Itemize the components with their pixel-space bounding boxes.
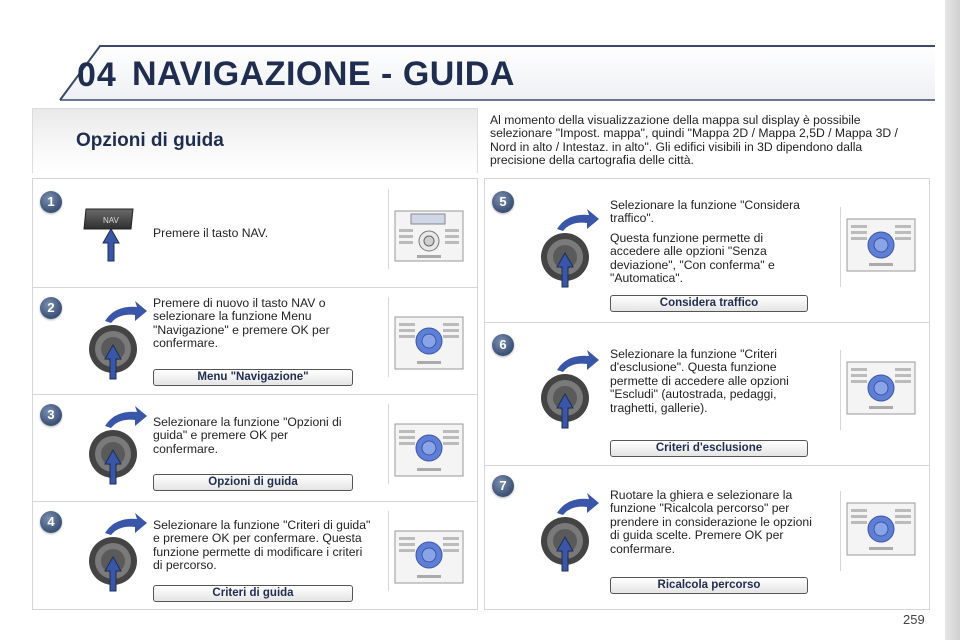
step-number-badge: 2 (40, 297, 62, 319)
step-text: Ruotare la ghiera e selezionare la funzione "Ricalcola percorso" per prendere in considerazione le opzioni di guida scelte. Premere OK per confermare. (610, 488, 812, 556)
step-text: Premere di nuovo il tasto NAV o selezionare la funzione Menu "Navigazione" e premere OK per confermare. (153, 296, 330, 351)
dashboard-thumbnail (388, 404, 467, 484)
rotary-knob-icon (85, 511, 149, 600)
step-3 (33, 394, 477, 502)
page-header (0, 0, 960, 110)
dashboard-thumbnail (840, 207, 919, 287)
chapter-title: NAVIGAZIONE - GUIDA (132, 55, 515, 93)
dashboard-thumbnail (388, 189, 467, 269)
step-text: Premere il tasto NAV. (153, 226, 269, 240)
section-title: Opzioni di guida (76, 130, 224, 151)
section-intro: Al momento della visualizzazione della mappa sul display è possibile selezionare "Impost. mappa", quindi "Mappa 2D / Mappa 2,5D / Mappa 3D / Nord in alto / Intestaz. in alto". Gli edifici visibili in 3D dipendono dalla precisione della cartografia delle città. (490, 113, 898, 168)
dashboard-thumbnail (388, 511, 467, 591)
step-text: Selezionare la funzione "Criteri d'esclusione". Questa funzione permette di accedere alle opzioni "Escludi" (autostrada, pedaggi, traghetti, gallerie). (610, 347, 789, 415)
dashboard-thumbnail (388, 297, 467, 377)
step-number-badge: 3 (40, 404, 62, 426)
step-1 (33, 179, 477, 288)
nav-button-icon (81, 207, 141, 268)
step-label-bar: Menu "Navigazione" (153, 369, 353, 386)
chapter-number: 04 (77, 56, 117, 94)
step-number-badge: 6 (492, 334, 514, 356)
step-7 (485, 465, 929, 609)
nav-key-label: NAV (103, 216, 119, 225)
step-6 (485, 322, 929, 466)
step-2 (33, 287, 477, 395)
steps-column-right (484, 178, 930, 610)
rotary-knob-icon (85, 299, 149, 388)
dashboard-thumbnail (840, 350, 919, 430)
page-edge-bar (945, 0, 960, 640)
step-text: Selezionare la funzione "Criteri di guida" e premere OK per confermare. Questa funzione permette di modificare i criteri di percorso. (153, 518, 371, 573)
step-label-bar: Considera traffico (610, 295, 808, 312)
rotary-knob-icon (537, 348, 601, 437)
step-label-bar: Ricalcola percorso (610, 577, 808, 594)
step-text: Selezionare la funzione "Opzioni di guida" e premere OK per confermare. (153, 415, 342, 456)
dashboard-thumbnail (840, 491, 919, 571)
step-label-bar: Criteri di guida (153, 585, 353, 602)
steps-column-left (32, 178, 478, 610)
step-label-bar: Opzioni di guida (153, 474, 353, 491)
page-number: 259 (903, 612, 925, 627)
step-number-badge: 4 (40, 511, 62, 533)
rotary-knob-icon (537, 207, 601, 296)
step-number-badge: 5 (492, 191, 514, 213)
step-4 (33, 501, 477, 609)
rotary-knob-icon (85, 404, 149, 493)
rotary-knob-icon (537, 491, 601, 580)
step-number-badge: 1 (40, 191, 62, 213)
step-label-bar: Criteri d'esclusione (610, 440, 808, 457)
step-number-badge: 7 (492, 475, 514, 497)
step-text: Selezionare la funzione "Considera traffico". Questa funzione permette di accedere alle opzioni "Senza deviazione", "Con conferma" e "Automatica". (610, 198, 800, 286)
step-5 (485, 179, 929, 323)
